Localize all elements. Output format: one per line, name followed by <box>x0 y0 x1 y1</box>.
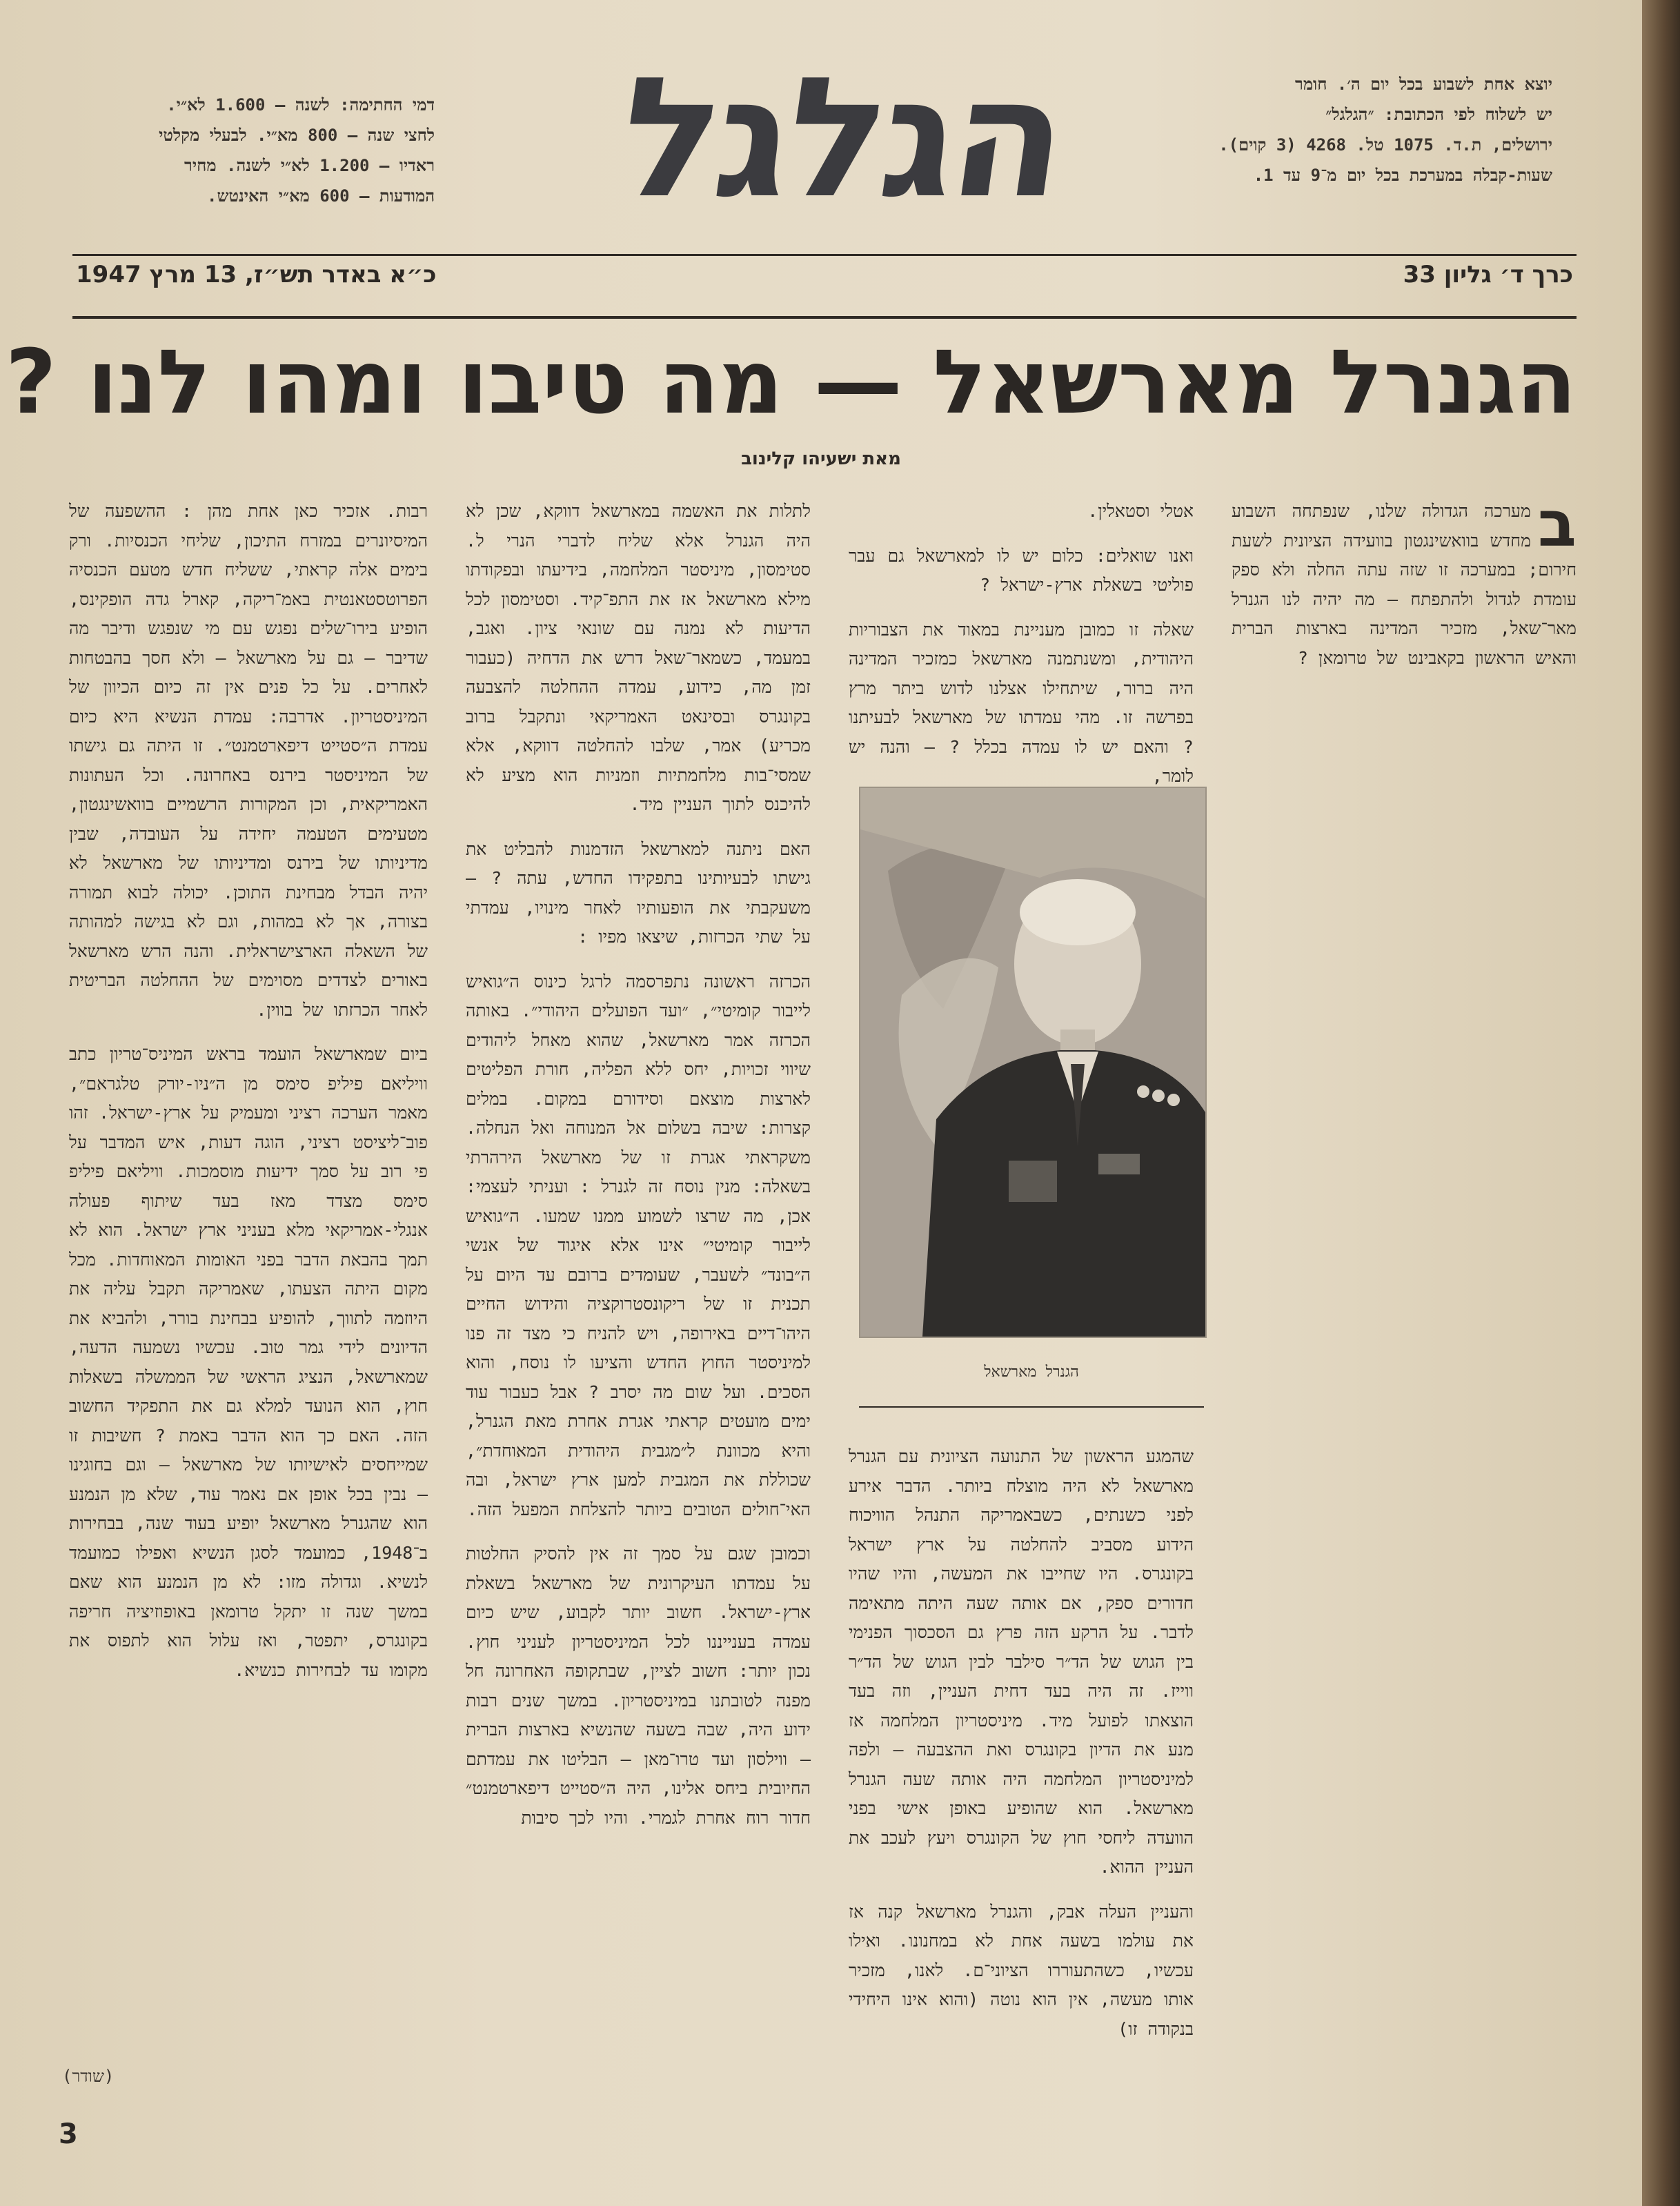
article-paragraph: שהמגע הראשון של התנועה הציונית עם הגנרל מארשאל לא היה מוצלח ביותר. הדבר אירע לפני כשנתים, כשבאמריקה התנהל הוויכוח הידוע מסביב להחלטה על ארץ ישראל בקונגרס. היו שחייבו את המעשה, והיו שהיו חדורים ספק, אם אותה שעה היתה מתאימה לדבר. על הרקע הזה פרץ גם הסכסוך הפנימי בין הגוש של הד״ר סילבר לבין הגוש של הד״ר ווייז. זה היה בעד דחית העניין, וזה בעד הוצאתו לפועל מיד. מיניסטריון המלחמה אז מנע את הדיון בקונגרס ואת ההצבעה — ולפה למיניסטריון המלחמה היה אותה שעה הגנרל מארשאל. הוא שהופיע באופן אישי בפני הוועדה ליחסי חוץ של הקונגרס ויעץ לעכב את העניין ההוא. <box>849 1446 1194 1877</box>
article-headline: הגנרל מארשאל — מה טיבו ומהו לנו ? <box>5 331 1577 434</box>
article-column-2-bottom <box>849 1442 1194 2125</box>
article-byline: מאת ישעיהו קלינוב <box>741 449 901 469</box>
issue-volume: כרך ד׳ גליון 33 <box>1403 261 1573 288</box>
article-paragraph: רבות. אזכיר כאן אחת מהן : ההשפעה של המיסיונרים במזרח התיכון, שליחי הכנסיות. ורק בימים אלה קראתי, ששליח חדש מטעם הכנסיה הפרוטסטאנטית באמ־ריקה, קארל גדה הופקינס, הופיע בירו־שלים נפגש עם מי שנפגש ודיבר מה שדיבר — גם על מארשאל — ולא חסך בהבטחות לאחרים. על כל פנים אין זה כיום הכיוון של המיניסטריון. אדרבה: עמדת הנשיא היא כיום עמדת ה״סטייט דיפארטמנט״. זו היתה גם גישתו של המיניסטר בירנס באחרונה. וכל העתונות האמריקאית, וכן המקורות הרשמיים בוואשינגטון, מטעימים הטעמה יחידה על העובדה, שבין מדיניותו של בירנס ומדיניותו של מארשאל לא יהיה הבדל מבחינת התוכן. יכולה לבוא תמורה בצורה, אך לא במהות, וגם לא בגישה למהותה של השאלה הארצישראלית. והנה הרש מארשאל באורים לצדדים מסוימים של ההחלטה הבריטית לאחר הכרזתו של בווין. <box>69 501 428 1020</box>
caption-rule <box>859 1406 1204 1408</box>
article-column-2-top <box>849 497 1194 786</box>
paragraph-text: מערכה הגדולה שלנו, שנפתחה השבוע מחדש בוואשינגטון בוועידה הציונית לשעת חירום; במערכה זו שזה עתה החלה ולא ספק עומדת לגדול ולהתפתח — מה יהיה לנו הגנרל מאר־שאל, מזכיר המדינה בארצות הברית והאיש הראשון בקאבינט של טרומאן ? <box>1232 501 1577 668</box>
subscription-info-line: לחצי שנה — 800 מא״י. לבעלי מקלטי <box>159 126 435 145</box>
article-paragraph <box>1232 487 1577 673</box>
article-paragraph: שאלה זו כמובן מעניינת במאוד את הצבוריות היהודית, ומשנתמנה מארשאל כמזכיר המדינה היה ברור, שיתחילו אצלנו לדוש ביתר מרץ בפרשה זו. מהי עמדתו של מארשאל לבעיתנו ? והאם יש לו עמדה בכלל ? — והנה יש לומר, <box>849 619 1194 786</box>
drop-cap: ב <box>1537 487 1577 561</box>
article-column-3 <box>466 497 811 2125</box>
publication-info <box>1166 69 1552 190</box>
article-paragraph: לתלות את האשמה במארשאל דווקא, שכן לא היה הגנרל אלא שליח לדברי הנרי ל. סטימסון, מיניסטר המלחמה, בידיעתו ובפקודתו מילא מארשאל אז את התפ־קיד. וסטימסון לכל הדיעות לא נמנה עם שונאי ציון. ואגב, במעמד, כשמאר־שאל דרש את הדחיה (כעבור זמן מה, כידוע, עמדה ההחלטה להצבעה בקונגרס ובסינאט האמריקאי ונתקבל ברוב מכריע) אמר, שלבו להחלטה דווקא, אלא שמסי־בות מלחמתיות וזמניות הוא מציע לא להיכנס לתוך העניין מיד. <box>466 501 811 814</box>
subscription-info <box>76 90 435 211</box>
marshall-portrait-photo <box>859 787 1207 1338</box>
masthead-rule-bottom <box>72 316 1577 319</box>
article-paragraph: הכרזה ראשונה נתפרסמה לרגל כינוס ה״גואיש לייבור קומיטי״, ״ועד הפועלים היהודי״. באותה הכרזה אמר מארשאל, שהוא מאחל ליהודים שיווי זכויות, יחס ללא הפליה, חורת הפליטים לארצות מוצאם וסידורם במקום. במלים קצרות: שיבה בשלום אל המנוחה ואל הנחלה. משקראתי אגרת זו של מארשאל הירהרתי בשאלה: מנין נוסח זה לגנרל : ועניתי לעצמי: אכן, מה שרצו לשמוע ממנו שמעו. ה״גואיש לייבור קומיטי״ אינו אלא איגוד של אנשי ה״בונד״ לשעבר, שעומדים ברובם עד היום על תכנית זו של ריקונסטרוקציה והידוש החיים היהו־דיים באירופה, ויש להניח כי מצד זה פנו למיניסטר החוץ החדש והציעו לו נוסח, והוא הסכים. ועל שום מה יסרב ? אבל כעבור עוד ימים מועטים קראתי אגרת אחרת מאת הגנרל, והיא מכוונת ל״מגבית היהודית המאוחדת״, שכוללת את המגבית למען ארץ ישראל, ובה האי־חולים הטובים ביותר להצלחת המפעל הזה. <box>466 971 811 1519</box>
article-signature: (שודר) <box>62 2067 115 2086</box>
article-column-4 <box>69 497 428 2042</box>
publication-info-line: יוצא אחת לשבוע בכל יום ה׳. חומר <box>1295 75 1552 94</box>
publication-info-line: יש לשלוח לפי הכתובת: ״הגלגל״ <box>1325 105 1552 124</box>
article-paragraph: ואנו שואלים: כלום יש לו למארשאל גם עבר פוליטי בשאלת ארץ-ישראל ? <box>849 545 1194 595</box>
photo-caption: הגנרל מארשאל <box>984 1363 1079 1381</box>
masthead-title: הגלגל <box>607 41 1076 235</box>
publication-info-line: ירושלים, ת.ד. 1075 טל. 4268 (3 קוים). <box>1218 135 1552 155</box>
binding-spine <box>1642 0 1680 2206</box>
article-paragraph: האם ניתנה למארשאל הזדמנות להבליט את גישתו לבעיותינו בתפקידו החדש, עתה ? — משעקבתי את הופעותיו לאחר מינויו, עמדתי על שתי הכרזות, שיצאו מפיו : <box>466 838 811 947</box>
article-paragraph: וכמובן שגם על סמך זה אין להסיק החלטות על עמדתו העיקרונית של מארשאל בשאלת ארץ-ישראל. חשוב יותר לקבוע, שיש כיום עמדה בענייננו לכל המיניסטריון לעניני חוץ. נכון יותר: חשוב לציין, שבתקופה האחרונה חל מפנה לטובתנו במיניסטריון. במשך שנים רבות ידוע היה, שבה בשעה שהנשיא בארצות הברית — ווילסון ועד טרו־מאן — הבליטו את עמדתם החיובית ביחס אלינו, היה ה״סטייט דיפארטמנט״ חדור רוח אחרת לגמרי. והיו לכך סיבות <box>465 1544 811 1828</box>
article-column-1 <box>1232 487 1577 2125</box>
subscription-info-line: דמי החתימה: לשנה — 1.600 לא״י. <box>166 95 435 115</box>
masthead-rule-top <box>72 254 1577 256</box>
issue-date: כ״א באדר תש״ז, 13 מרץ 1947 <box>76 261 437 288</box>
portrait-illustration <box>860 788 1205 1337</box>
subscription-info-line: המודעות — 600 מא״י האינטש. <box>207 186 435 206</box>
article-paragraph: והעניין העלה אבק, והגנרל מארשאל קנה אז את עולמו בשעה אחת לא במחנונו. ואילו עכשיו, כשהתעוררו הציוני־ם. לאנו, מזכיר אותו מעשה, אין הוא נוטה (והוא אינו היחידי בנקודה זו) <box>849 1901 1194 2039</box>
article-paragraph: אטלי וסטאלין. <box>1087 501 1194 521</box>
page-number: 3 <box>59 2118 78 2150</box>
subscription-info-line: ראדיו — 1.200 לא״י לשנה. מחיר <box>184 156 435 175</box>
publication-info-line: שעות-קבלה במערכת בכל יום מ־9 עד 1. <box>1253 166 1552 185</box>
article-paragraph: ביום שמארשאל הועמד בראש המיניס־טריון כתב וויליאם פיליפ סימס מן ה״ניו-יורק טלגראם״, מאמר הערכה רציני ומעמיק על ארץ-ישראל. זהו פוב־ליציסט רציני, הוגה דעות, איש המדבר על פי רוב על סמך ידיעות מוסמכות. וויליאם פיליפ סימס מצדד מאז בעד שיתוף פעולה אנגלי-אמריקאי מלא בעניני ארץ ישראל. הוא לא תמך בהבאת הדבר בפני האומות המאוחדות. מכל מקום היתה הצעתו, שאמריקה תקבל עליה את היוזמה לתווך, להופיע בבחינת בורר, ולהביא את הדיונים לידי גמר טוב. עכשיו נשמעה הדעה, שמארשאל, הנציג הראשי של הממשלה בשאלות חוץ, הוא הנועד למלא גם את התפקיד החשוב הזה. האם כך הוא הדבר באמת ? חשיבות זו שמייחסים לאישיותו של מארשאל — וגם בחוגינו — נבין בכל אופן אם נאמר עוד, שלא מן הנמנע הוא שהגנרל מארשאל יופיע בעוד שנה, בבחירות ב־1948, כמועמד לסגן הנשיא ואפילו כמועמד לנשיא. וגדולה מזו: לא מן הנמנע הוא שאם במשך שנה זו יתקל טרומאן באופוזיציה חריפה בקונגרס, יתפטר, ואז עלול הוא לתפוס את מקומו עד לבחירות כנשיא. <box>69 1044 428 1680</box>
